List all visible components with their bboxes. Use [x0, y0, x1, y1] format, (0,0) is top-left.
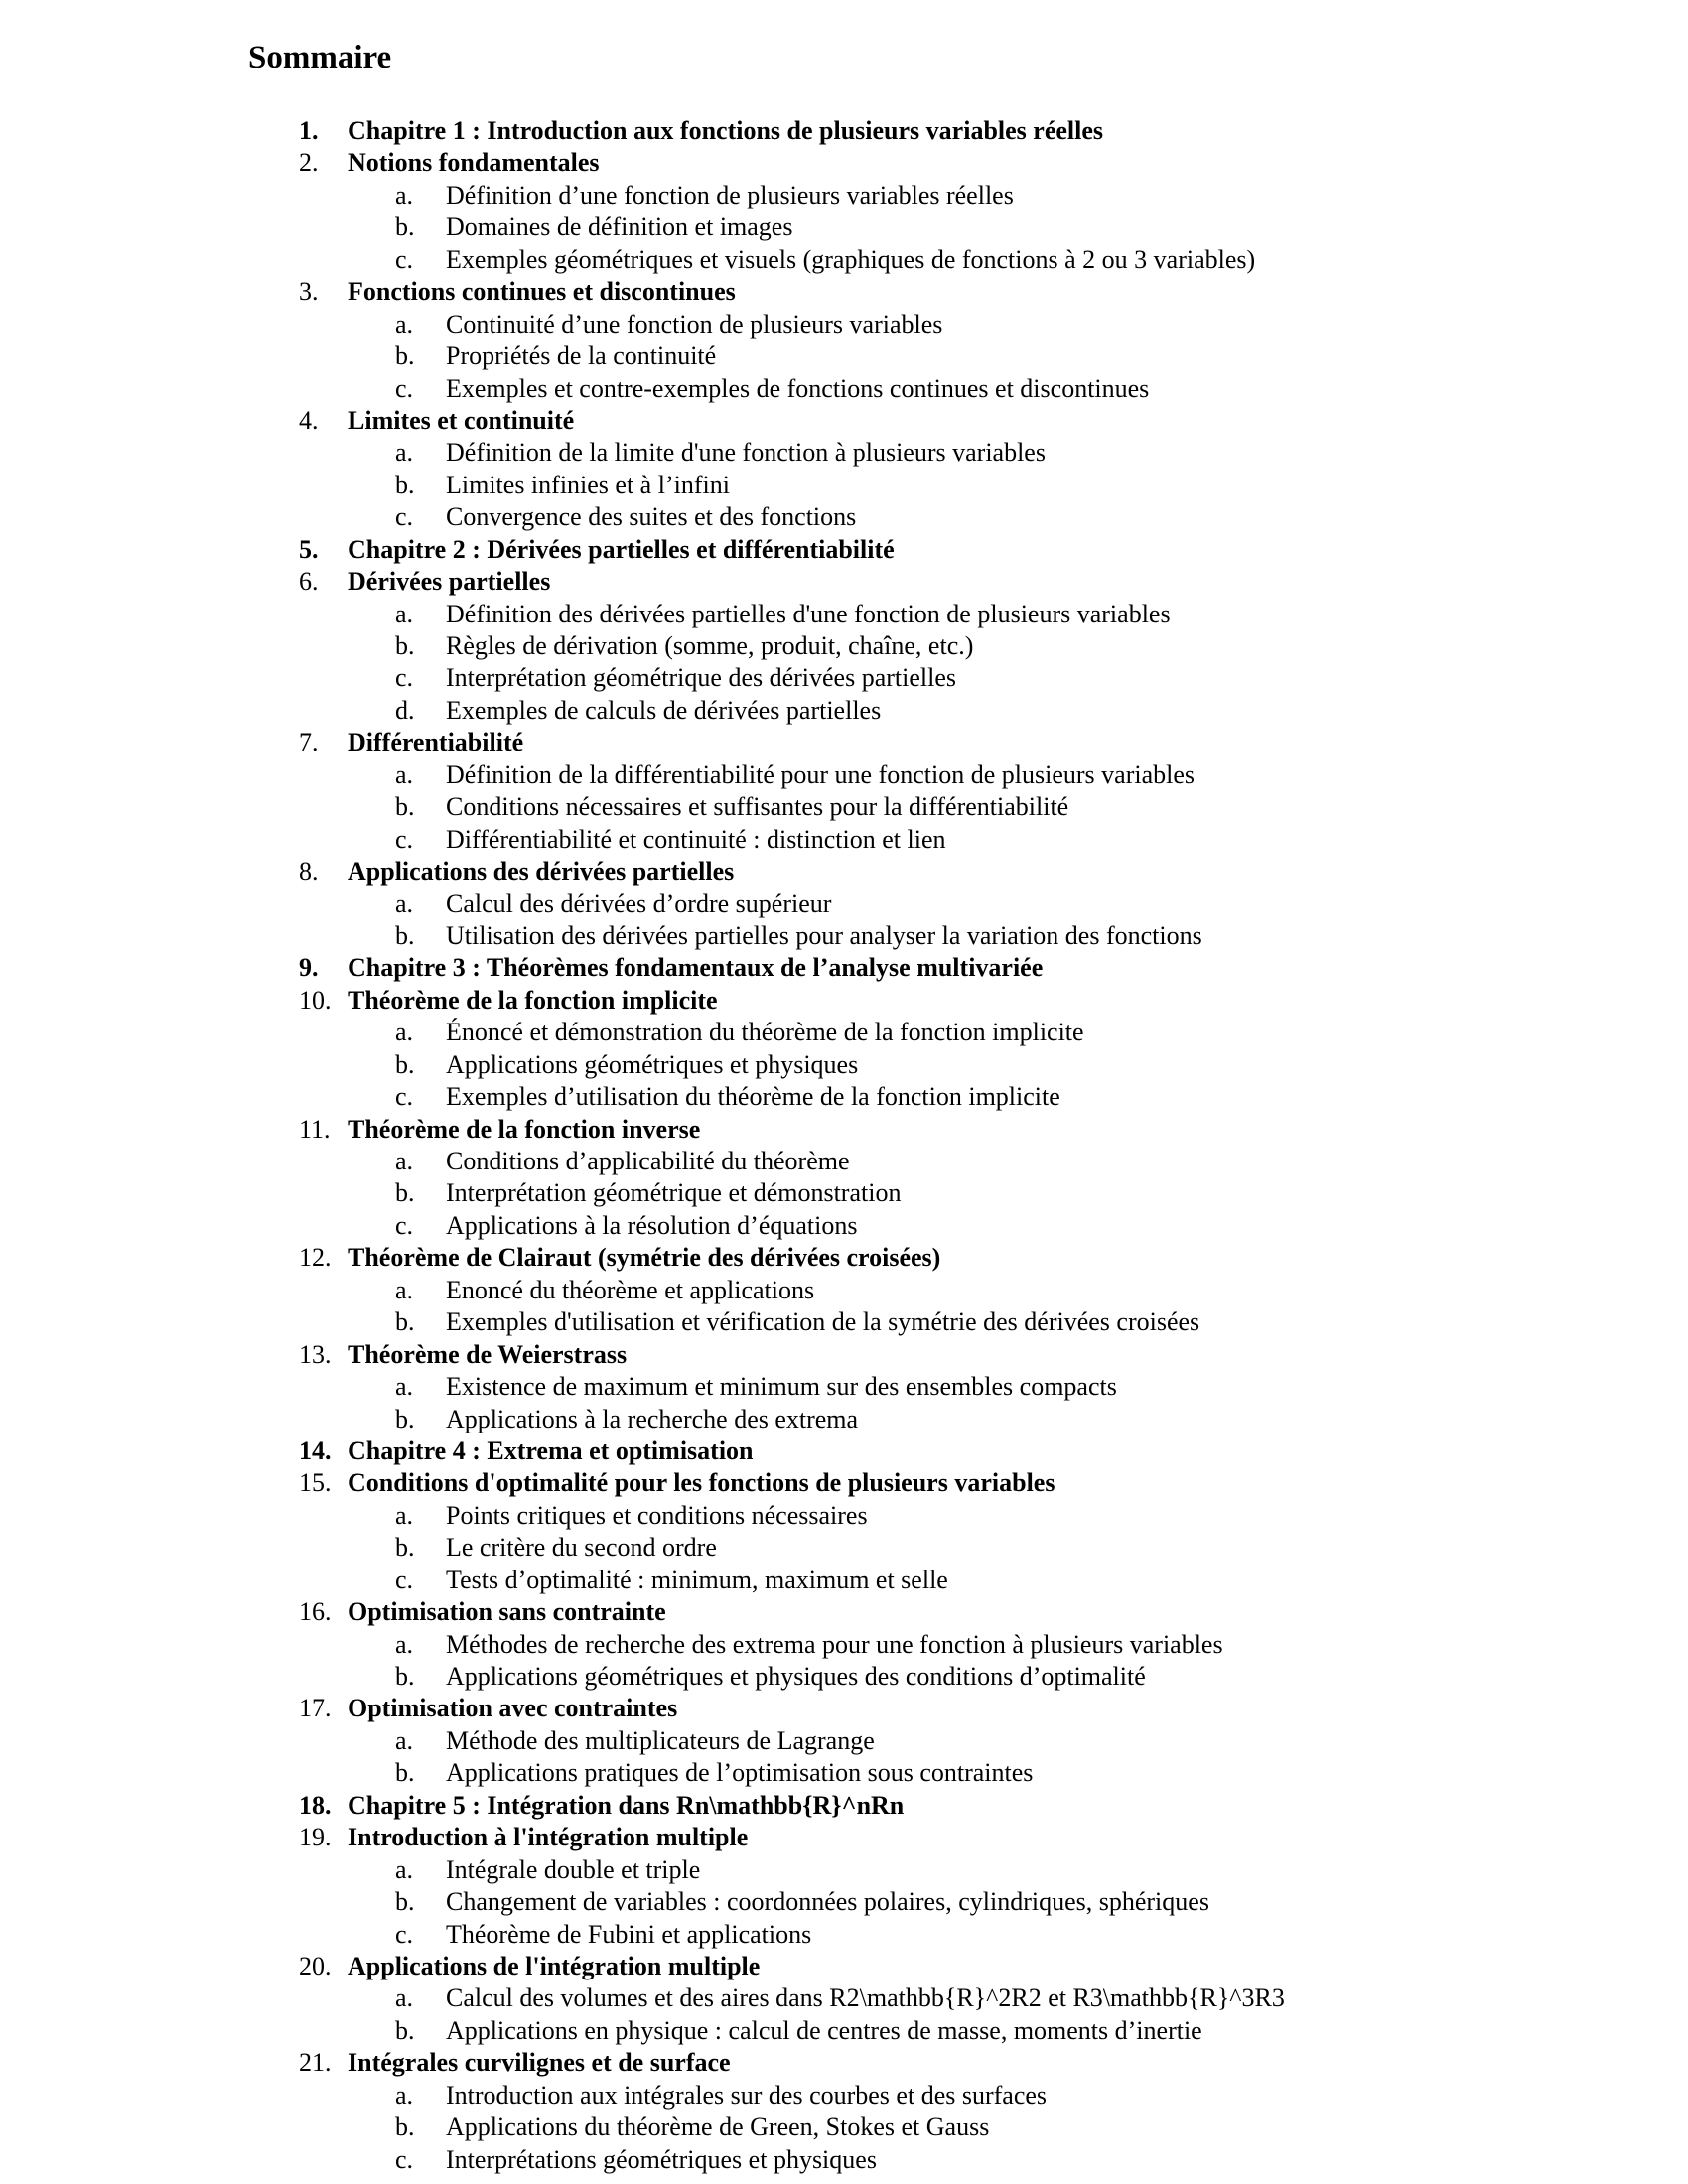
toc-subitem [0, 1757, 1688, 1789]
subitem-letter: c. [395, 1210, 414, 1240]
section-title: Chapitre 3 : Théorèmes fondamentaux de l’analyse multivariée [348, 953, 1044, 983]
subitem-text: Changement de variables : coordonnées polaires, cylindriques, sphériques [446, 1887, 1209, 1917]
toc-section [0, 985, 1688, 1017]
section-number: 1. [299, 116, 319, 145]
toc-subitem [0, 1565, 1688, 1596]
subitem-text: Interprétations géométriques et physiques [446, 2144, 877, 2174]
section-title: Optimisation avec contraintes [348, 1694, 678, 1723]
subitem-letter: b. [395, 470, 415, 499]
subitem-letter: c. [395, 1082, 414, 1112]
toc-subitem [0, 1919, 1688, 1951]
subitem-letter: a. [395, 1275, 414, 1304]
section-number: 2. [299, 148, 319, 178]
section-number: 7. [299, 728, 319, 757]
section-title: Optimisation sans contrainte [348, 1597, 666, 1627]
subitem-letter: a. [395, 1629, 414, 1659]
subitem-letter: d. [395, 695, 415, 725]
toc-section [0, 2047, 1688, 2079]
toc-subitem [0, 1725, 1688, 1757]
section-title: Notions fondamentales [348, 148, 600, 178]
toc-section [0, 566, 1688, 598]
subitem-text: Applications à la recherche des extrema [446, 1404, 859, 1433]
section-title: Chapitre 4 : Extrema et optimisation [348, 1435, 754, 1465]
subitem-letter: b. [395, 1533, 415, 1563]
section-title: Fonctions continues et discontinues [348, 277, 736, 307]
subitem-text: Limites infinies et à l’infini [446, 470, 730, 499]
toc-section [0, 1114, 1688, 1146]
subitem-text: Applications du théorème de Green, Stokes et Gauss [446, 2113, 990, 2142]
subitem-text: Méthode des multiplicateurs de Lagrange [446, 1725, 875, 1755]
toc-subitem [0, 791, 1688, 823]
subitem-text: Applications en physique : calcul de centres de masse, moments d’inertie [446, 2015, 1202, 2045]
subitem-text: Définition de la différentiabilité pour une fonction de plusieurs variables [446, 759, 1196, 789]
section-title: Différentiabilité [348, 728, 524, 757]
toc-section [0, 1693, 1688, 1724]
subitem-letter: a. [395, 759, 414, 789]
toc-section [0, 1339, 1688, 1371]
section-number: 6. [299, 567, 319, 597]
toc-chapter [0, 952, 1688, 984]
subitem-text: Exemples géométriques et visuels (graphiques de fonctions à 2 ou 3 variables) [446, 244, 1256, 274]
toc-chapter [0, 534, 1688, 566]
subitem-text: Interprétation géométrique des dérivées partielles [446, 663, 957, 693]
toc-subitem [0, 437, 1688, 469]
section-number: 21. [299, 2048, 332, 2078]
section-number: 13. [299, 1339, 332, 1369]
subitem-letter: b. [395, 341, 415, 371]
section-number: 17. [299, 1694, 332, 1723]
section-title: Théorème de Weierstrass [348, 1339, 628, 1369]
subitem-text: Exemples et contre-exemples de fonctions continues et discontinues [446, 373, 1150, 403]
subitem-text: Applications à la résolution d’équations [446, 1210, 858, 1240]
subitem-text: Existence de maximum et minimum sur des ensembles compacts [446, 1372, 1117, 1402]
subitem-text: Intégrale double et triple [446, 1854, 701, 1884]
subitem-letter: a. [395, 888, 414, 918]
toc-subitem [0, 244, 1688, 276]
subitem-letter: c. [395, 663, 414, 693]
section-title: Conditions d'optimalité pour les fonctions de plusieurs variables [348, 1468, 1055, 1498]
subitem-letter: c. [395, 373, 414, 403]
toc-section [0, 727, 1688, 758]
toc-subitem [0, 662, 1688, 694]
subitem-text: Applications pratiques de l’optimisation sous contraintes [446, 1758, 1034, 1788]
toc-subitem [0, 2015, 1688, 2047]
subitem-text: Calcul des volumes et des aires dans R2\mathbb{R}^2R2 et R3\mathbb{R}^3R3 [446, 1983, 1285, 2013]
subitem-letter: b. [395, 1178, 415, 1208]
subitem-text: Points critiques et conditions nécessaires [446, 1500, 868, 1530]
page-title: Sommaire [248, 40, 392, 75]
subitem-text: Utilisation des dérivées partielles pour analyser la variation des fonctions [446, 920, 1202, 950]
section-number: 8. [299, 857, 319, 887]
section-number: 4. [299, 405, 319, 435]
toc-subitem [0, 1629, 1688, 1661]
subitem-text: Propriétés de la continuité [446, 341, 717, 371]
toc-subitem [0, 180, 1688, 211]
toc-subitem [0, 341, 1688, 372]
subitem-letter: c. [395, 2144, 414, 2174]
subitem-letter: b. [395, 1307, 415, 1337]
subitem-letter: b. [395, 2113, 415, 2142]
toc-subitem [0, 1210, 1688, 1242]
subitem-letter: b. [395, 631, 415, 660]
subitem-text: Exemples d'utilisation et vérification de la symétrie des dérivées croisées [446, 1307, 1200, 1337]
subitem-letter: a. [395, 1854, 414, 1884]
subitem-letter: b. [395, 2015, 415, 2045]
subitem-letter: b. [395, 1662, 415, 1691]
toc-chapter [0, 1435, 1688, 1467]
toc-subitem [0, 2080, 1688, 2112]
subitem-text: Différentiabilité et continuité : distinction et lien [446, 824, 946, 854]
section-title: Applications des dérivées partielles [348, 857, 735, 887]
section-title: Théorème de Clairaut (symétrie des dérivées croisées) [348, 1243, 941, 1273]
toc-section [0, 856, 1688, 887]
toc-subitem [0, 1049, 1688, 1081]
table-of-contents [0, 115, 1688, 2176]
subitem-text: Interprétation géométrique et démonstration [446, 1178, 902, 1208]
toc-subitem [0, 920, 1688, 952]
toc-subitem [0, 1532, 1688, 1564]
subitem-text: Applications géométriques et physiques des conditions d’optimalité [446, 1662, 1146, 1691]
subitem-text: Énoncé et démonstration du théorème de la fonction implicite [446, 1018, 1084, 1047]
subitem-letter: b. [395, 920, 415, 950]
subitem-text: Définition de la limite d'une fonction à plusieurs variables [446, 438, 1046, 468]
section-title: Intégrales curvilignes et de surface [348, 2048, 731, 2078]
subitem-letter: a. [395, 2080, 414, 2110]
section-number: 15. [299, 1468, 332, 1498]
subitem-letter: b. [395, 792, 415, 822]
toc-subitem [0, 1371, 1688, 1403]
subitem-text: Règles de dérivation (somme, produit, chaîne, etc.) [446, 631, 974, 660]
toc-subitem [0, 824, 1688, 856]
toc-section [0, 1822, 1688, 1853]
section-title: Chapitre 2 : Dérivées partielles et différentiabilité [348, 534, 895, 564]
subitem-letter: a. [395, 1725, 414, 1755]
toc-subitem [0, 1146, 1688, 1177]
section-number: 5. [299, 534, 319, 564]
subitem-text: Calcul des dérivées d’ordre supérieur [446, 888, 832, 918]
subitem-text: Domaines de définition et images [446, 212, 793, 242]
section-number: 11. [299, 1114, 331, 1144]
toc-subitem [0, 599, 1688, 630]
toc-section [0, 147, 1688, 179]
subitem-letter: a. [395, 1147, 414, 1175]
subitem-text: Introduction aux intégrales sur des courbes et des surfaces [446, 2080, 1048, 2110]
toc-subitem [0, 1404, 1688, 1435]
toc-subitem [0, 1661, 1688, 1693]
subitem-text: Le critère du second ordre [446, 1533, 717, 1563]
subitem-text: Théorème de Fubini et applications [446, 1919, 812, 1949]
subitem-letter: b. [395, 212, 415, 242]
section-title: Théorème de la fonction implicite [348, 985, 718, 1015]
toc-subitem [0, 630, 1688, 662]
subitem-letter: c. [395, 502, 414, 532]
toc-section [0, 1951, 1688, 1982]
toc-subitem [0, 2112, 1688, 2143]
section-number: 10. [299, 985, 332, 1015]
subitem-text: Définition d’une fonction de plusieurs variables réelles [446, 180, 1014, 209]
section-number: 9. [299, 953, 319, 983]
toc-chapter [0, 115, 1688, 147]
section-title: Chapitre 5 : Intégration dans Rn\mathbb{R}^nRn [348, 1790, 905, 1820]
subitem-letter: a. [395, 180, 414, 209]
subitem-letter: b. [395, 1049, 415, 1079]
section-number: 14. [299, 1435, 332, 1465]
toc-subitem [0, 888, 1688, 920]
subitem-letter: c. [395, 1919, 414, 1949]
subitem-letter: b. [395, 1887, 415, 1917]
toc-subitem [0, 2144, 1688, 2176]
section-title: Limites et continuité [348, 405, 575, 435]
subitem-letter: a. [395, 438, 414, 468]
subitem-letter: c. [395, 1565, 414, 1594]
toc-section [0, 405, 1688, 437]
subitem-text: Définition des dérivées partielles d'une fonction de plusieurs variables [446, 599, 1171, 628]
toc-chapter [0, 1790, 1688, 1822]
subitem-text: Continuité d’une fonction de plusieurs variables [446, 309, 943, 339]
subitem-letter: c. [395, 824, 414, 854]
section-number: 18. [299, 1790, 332, 1820]
subitem-letter: c. [395, 244, 414, 274]
subitem-letter: a. [395, 1018, 414, 1047]
subitem-letter: a. [395, 1372, 414, 1402]
section-title: Dérivées partielles [348, 567, 551, 597]
subitem-text: Méthodes de recherche des extrema pour une fonction à plusieurs variables [446, 1629, 1223, 1659]
subitem-text: Applications géométriques et physiques [446, 1049, 859, 1079]
subitem-text: Enoncé du théorème et applications [446, 1275, 815, 1304]
toc-subitem [0, 1081, 1688, 1113]
toc-subitem [0, 1177, 1688, 1209]
toc-subitem [0, 1017, 1688, 1048]
toc-section [0, 1242, 1688, 1274]
section-number: 19. [299, 1823, 332, 1852]
toc-subitem [0, 1982, 1688, 2014]
subitem-letter: b. [395, 1758, 415, 1788]
toc-subitem [0, 1275, 1688, 1306]
subitem-text: Convergence des suites et des fonctions [446, 502, 857, 532]
toc-section [0, 276, 1688, 308]
toc-subitem [0, 470, 1688, 501]
toc-subitem [0, 1500, 1688, 1532]
toc-section [0, 1467, 1688, 1499]
toc-subitem [0, 1886, 1688, 1918]
toc-subitem [0, 211, 1688, 243]
subitem-letter: a. [395, 309, 414, 339]
section-title: Introduction à l'intégration multiple [348, 1823, 749, 1852]
subitem-letter: b. [395, 1404, 415, 1433]
subitem-text: Exemples d’utilisation du théorème de la fonction implicite [446, 1082, 1060, 1112]
toc-subitem [0, 309, 1688, 341]
subitem-text: Conditions d’applicabilité du théorème [446, 1147, 850, 1175]
section-number: 20. [299, 1951, 332, 1980]
toc-section [0, 1596, 1688, 1628]
section-title: Théorème de la fonction inverse [348, 1114, 701, 1144]
subitem-letter: a. [395, 1983, 414, 2013]
subitem-text: Exemples de calculs de dérivées partielles [446, 695, 882, 725]
section-number: 3. [299, 277, 319, 307]
section-title: Chapitre 1 : Introduction aux fonctions de plusieurs variables réelles [348, 116, 1104, 145]
toc-subitem [0, 759, 1688, 791]
section-number: 16. [299, 1597, 332, 1627]
section-number: 12. [299, 1243, 332, 1273]
toc-subitem [0, 373, 1688, 405]
toc-subitem [0, 501, 1688, 533]
toc-subitem [0, 1854, 1688, 1886]
toc-subitem [0, 1306, 1688, 1338]
subitem-text: Conditions nécessaires et suffisantes pour la différentiabilité [446, 792, 1069, 822]
section-title: Applications de l'intégration multiple [348, 1951, 761, 1980]
toc-subitem [0, 695, 1688, 727]
subitem-letter: a. [395, 1500, 414, 1530]
subitem-letter: a. [395, 599, 414, 628]
subitem-text: Tests d’optimalité : minimum, maximum et selle [446, 1565, 948, 1594]
